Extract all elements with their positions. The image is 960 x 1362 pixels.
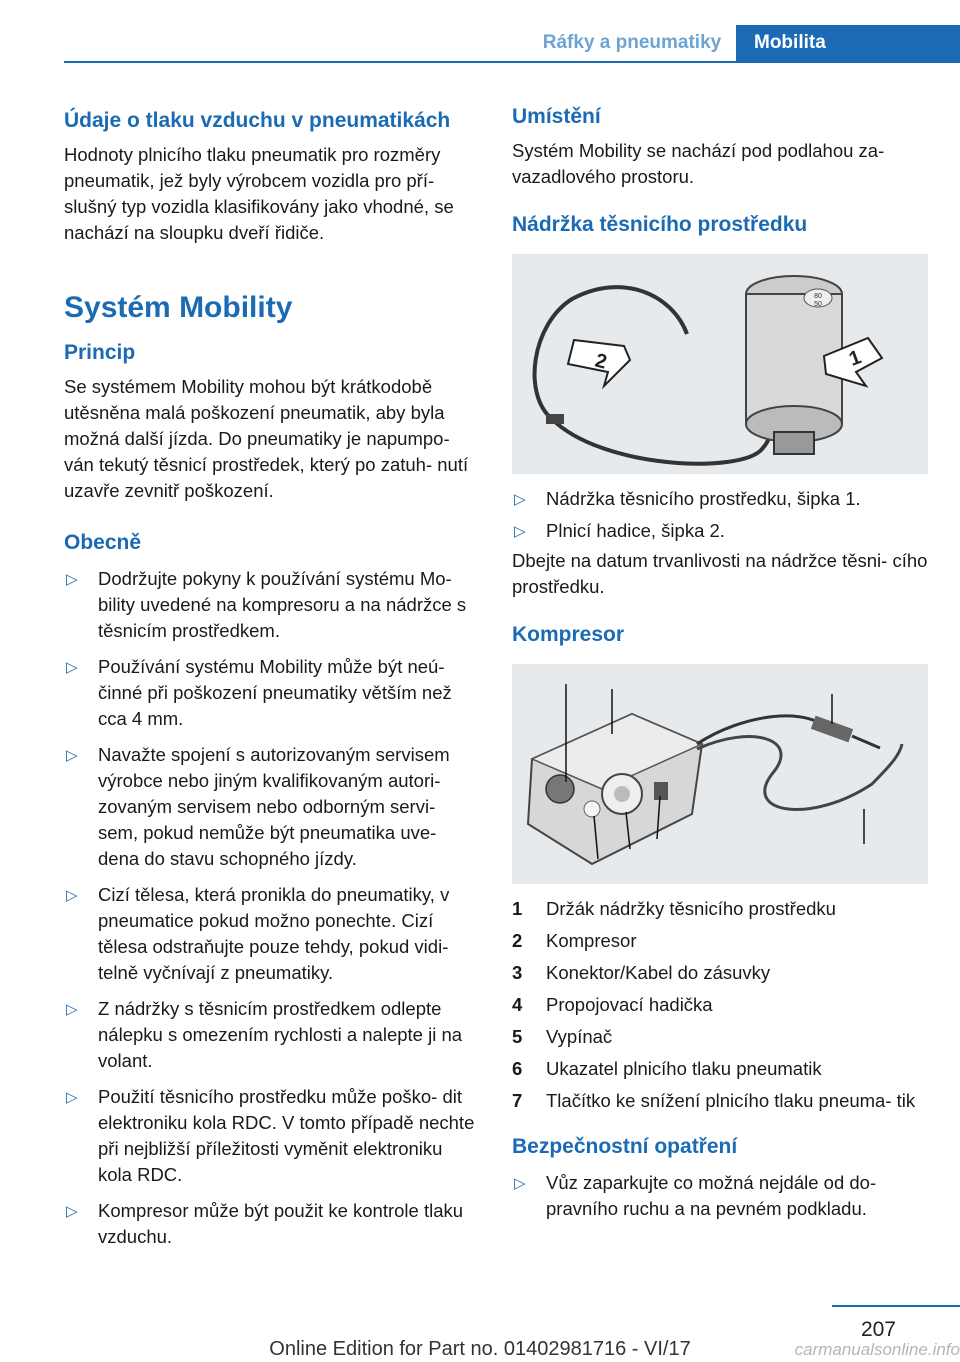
tank-list [512, 486, 928, 544]
general-heading: Obecně [64, 531, 142, 554]
legend-item: 7 Tlačítko ke snížení plnicího tlaku pneuma- tik [512, 1090, 916, 1111]
arrow-2-label: 2 [592, 349, 610, 374]
legend-item: 5 Vypínač [512, 1026, 613, 1047]
bullet-triangle-icon: ▷ [514, 491, 526, 508]
legend-item: 2 Kompresor [512, 930, 637, 951]
bullet-triangle-icon: ▷ [66, 1001, 78, 1018]
principle-heading: Princip [64, 341, 136, 364]
location-text: Systém Mobility se nachází pod podlahou za- vazadlového prostoru. [512, 140, 885, 187]
tank-note: Dbejte na datum trvanlivosti na nádržce těsni- cího prostředku. [512, 550, 928, 597]
tank-heading: Nádržka těsnicího prostředku [512, 213, 808, 236]
bullet-triangle-icon: ▷ [66, 571, 78, 588]
pressure-heading: Údaje o tlaku vzduchu v pneumatikách [64, 109, 451, 132]
bullet-triangle-icon: ▷ [66, 659, 78, 676]
list-item: ▷ Navažte spojení s autorizovaným servisem výrobce nebo jiným kvalifikovaným autori- zovaným servisem nebo odborným servi- sem, pokud nemůže být pneumatika uve- dena do stavu schopného jízdy. [66, 744, 450, 869]
section-tab: Ráfky a pneumatiky [542, 32, 722, 53]
bullet-triangle-icon: ▷ [66, 1089, 78, 1106]
list-item: ▷ Cizí tělesa, která pronikla do pneumatiky, v pneumatice pokud možno ponechte. Cizí tělesa odstraňujte pouze tehdy, pokud vidi- telně vyčnívají z pneumatiky. [66, 884, 450, 983]
safety-list [512, 1170, 928, 1222]
compressor-illustration [512, 664, 928, 884]
bullet-triangle-icon: ▷ [66, 747, 78, 764]
page-number: 207 [860, 1318, 896, 1341]
sealant-tank-figure [512, 254, 928, 474]
list-item: ▷ Kompresor může být použit ke kontrole tlaku vzduchu. [66, 1200, 464, 1247]
section-title: Systém Mobility [64, 291, 293, 324]
legend-item: 3 Konektor/Kabel do zásuvky [512, 962, 771, 983]
list-item: ▷ Dodržujte pokyny k používání systému Mo- bility uvedené na kompresoru a na nádržce s těsnicím prostředkem. [66, 568, 467, 641]
location-heading: Umístění [512, 105, 601, 128]
header-rule [64, 61, 960, 63]
cap-label-top: 80 [814, 293, 822, 300]
chapter-tab: Mobilita [736, 25, 960, 62]
safety-heading: Bezpečnostní opatření [512, 1135, 738, 1158]
principle-text: Se systémem Mobility mohou být krátkodobě utěsněna malá poškození pneumatik, aby byla možná další jízda. Do pneumatiky je napumpo- ván tekutý těsnicí prostředek, který po zatuh- nutí uzavře zevnitř poškození. [64, 376, 469, 501]
arrow-1-label: 1 [846, 346, 865, 371]
list-item: ▷ Použití těsnicího prostředku může poško- dit elektroniku kola RDC. V tomto případě nechte při nejbližší příležitosti vyměnit elektroniku kola RDC. [66, 1086, 475, 1185]
legend-item: 6 Ukazatel plnicího tlaku pneumatik [512, 1058, 822, 1079]
bullet-triangle-icon: ▷ [66, 1203, 78, 1220]
compressor-figure [512, 664, 928, 884]
footer-rule [832, 1305, 960, 1307]
compressor-heading: Kompresor [512, 623, 625, 646]
pressure-text: Hodnoty plnicího tlaku pneumatik pro rozměry pneumatik, jež byly výrobcem vozidla pro pří- slušný typ vozidla klasifikovány jako vhodné, se nachází na sloupku dveří řidiče. [64, 144, 454, 243]
compressor-legend [512, 896, 928, 1114]
list-item: ▷ Nádržka těsnicího prostředku, šipka 1. [512, 486, 928, 512]
watermark: carmanualsonline.info [794, 1340, 960, 1359]
sealant-tank-illustration [512, 254, 928, 474]
general-list [64, 566, 480, 1250]
left-column [64, 100, 480, 1260]
list-item: ▷ Z nádržky s těsnicím prostředkem odlepte nálepku s omezením rychlosti a nalepte ji na volant. [66, 998, 463, 1071]
cap-label-bottom: 50 [814, 301, 822, 308]
right-column [512, 100, 928, 1232]
legend-item: 4 Propojovací hadička [512, 994, 713, 1015]
bullet-triangle-icon: ▷ [514, 1175, 526, 1192]
list-item: ▷ Plnicí hadice, šipka 2. [512, 518, 928, 544]
list-item: ▷ Vůz zaparkujte co možná nejdále od do- pravního ruchu a na pevném podkladu. [514, 1172, 877, 1219]
edition-footer: Online Edition for Part no. 01402981716 - VI/17 [269, 1338, 691, 1360]
bullet-triangle-icon: ▷ [514, 523, 526, 540]
legend-item: 1 Držák nádržky těsnicího prostředku [512, 898, 836, 919]
list-item: ▷ Používání systému Mobility může být neú- činné při poškození pneumatiky větším než cca 4 mm. [66, 656, 452, 729]
bullet-triangle-icon: ▷ [66, 887, 78, 904]
